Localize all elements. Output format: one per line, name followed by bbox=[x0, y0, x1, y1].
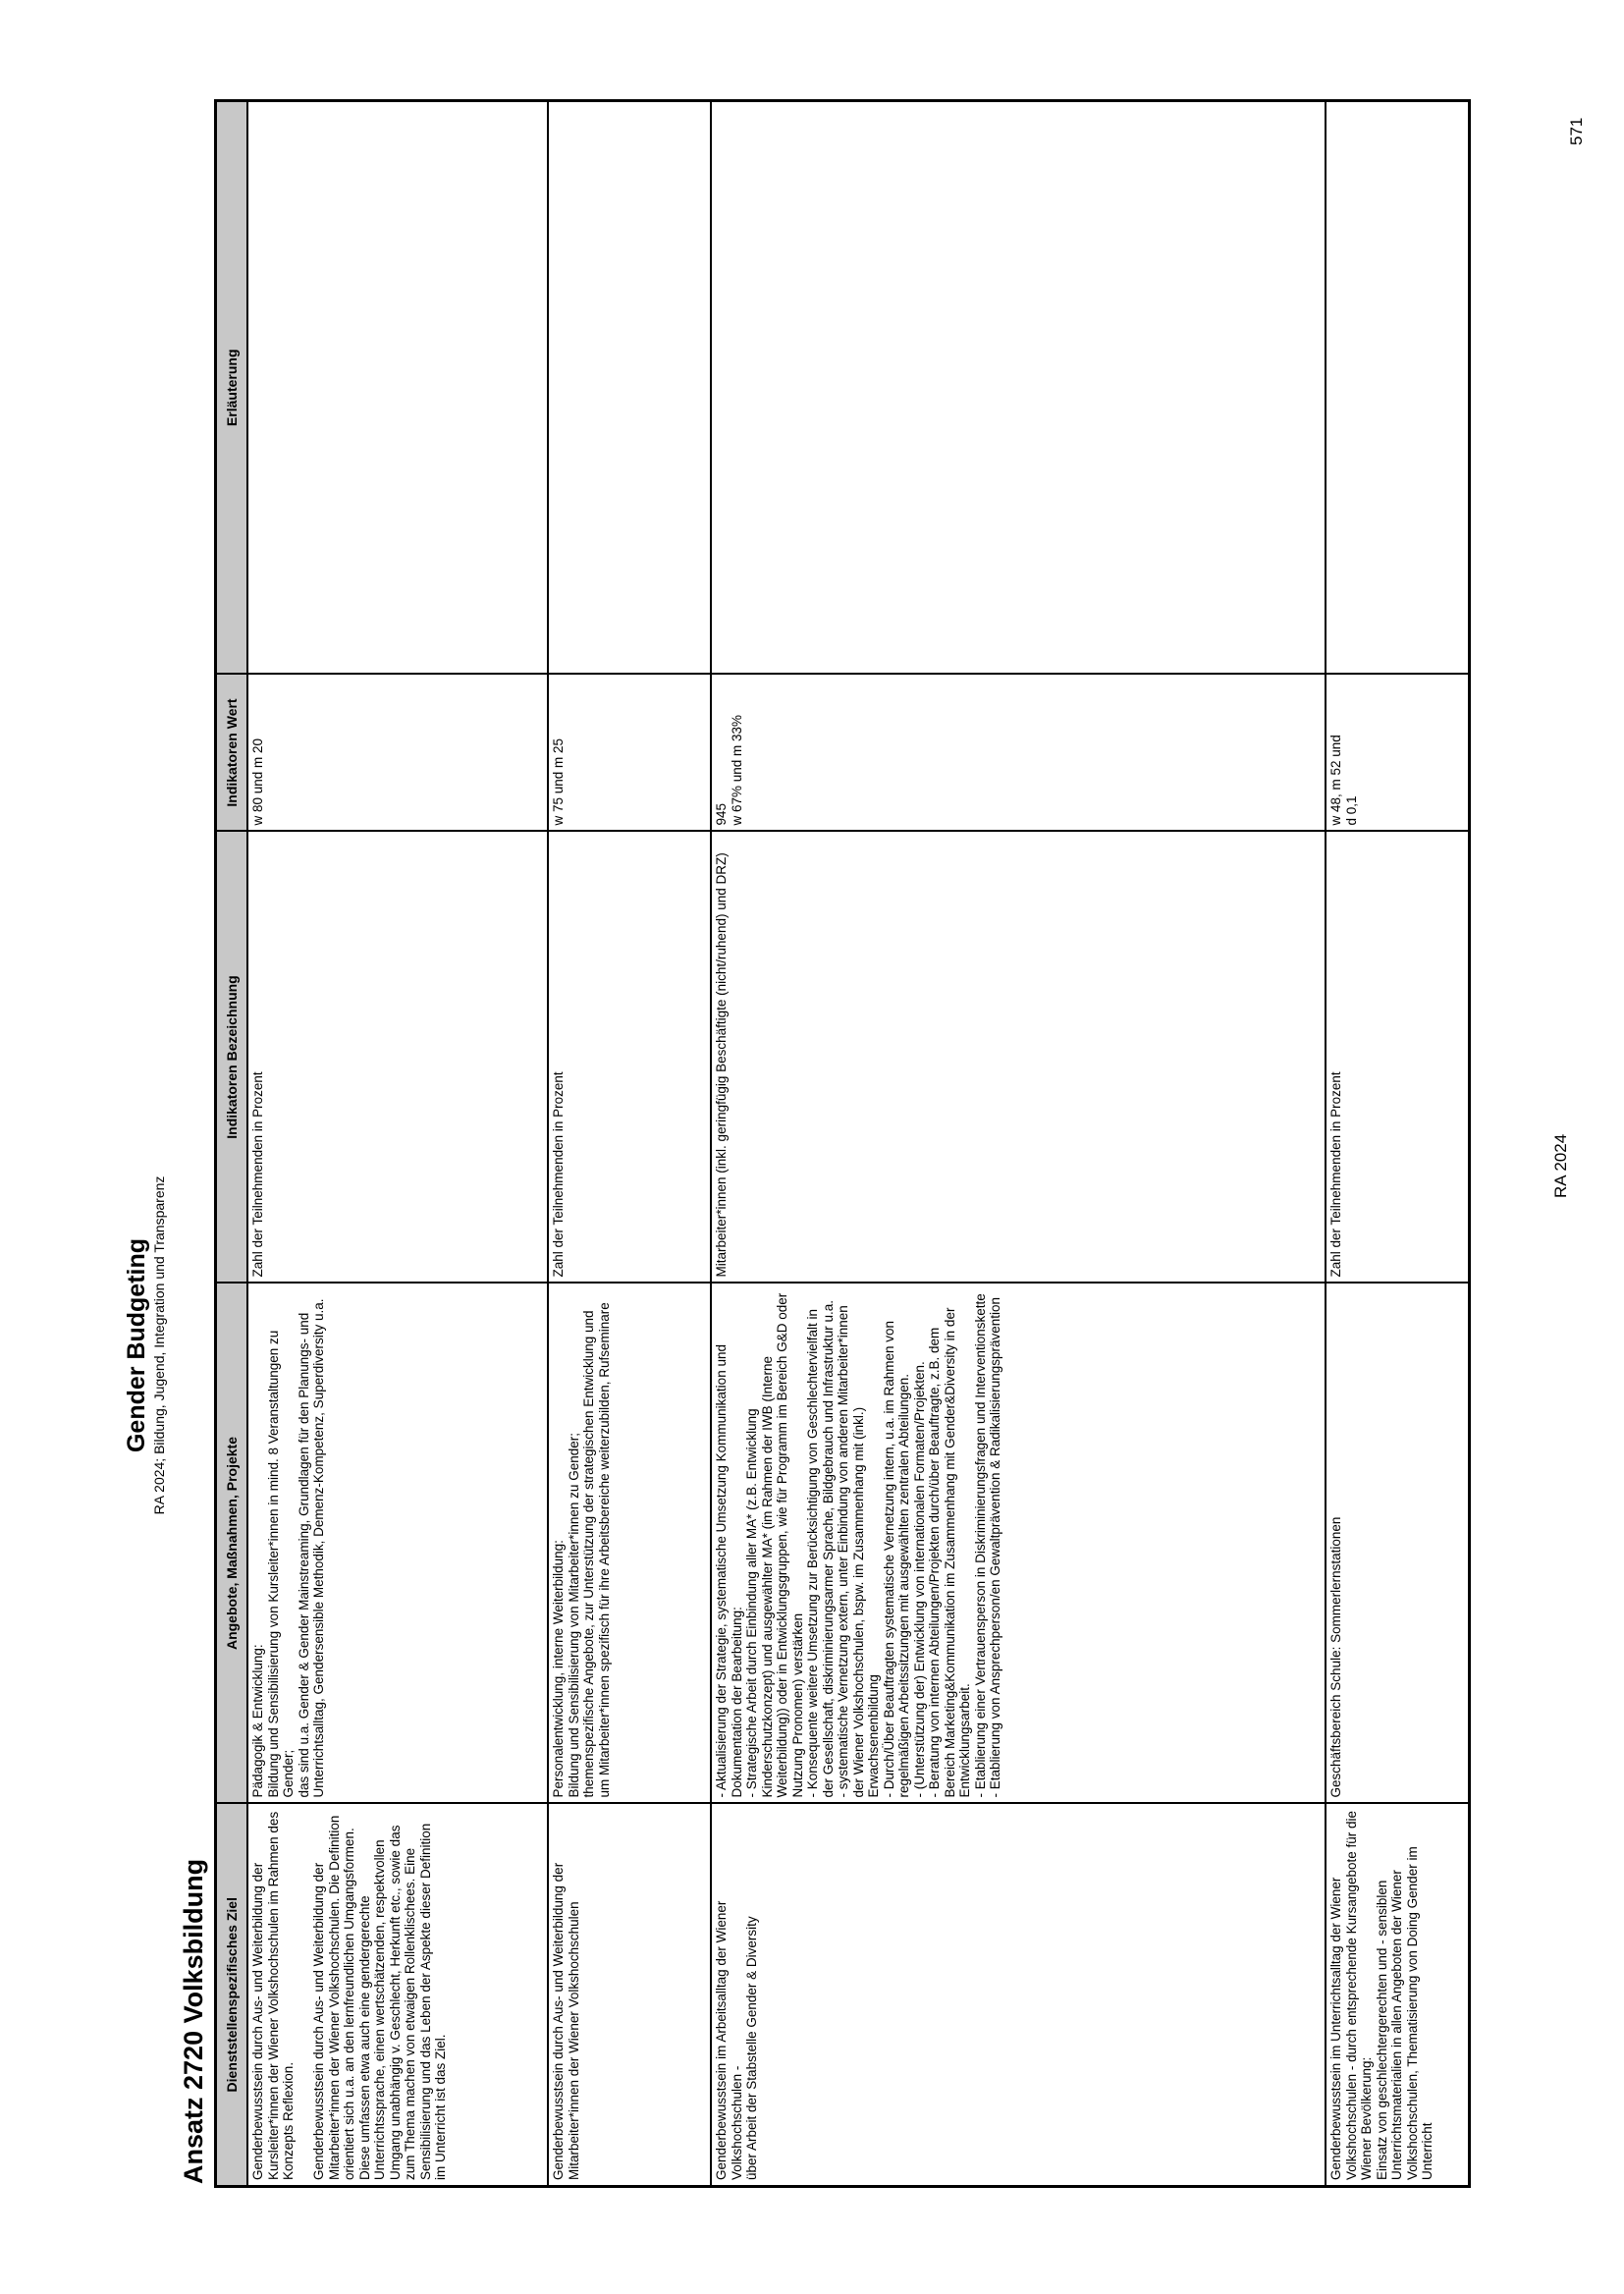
column-header-angebote: Angebote, Maßnahmen, Projekte bbox=[216, 1284, 248, 1804]
page-header bbox=[123, 1175, 174, 1515]
page-title: Gender Budgeting bbox=[123, 1237, 150, 1453]
cell-erlaeuterung bbox=[247, 101, 548, 675]
cell-angebote: Personalentwicklung, interne Weiterbildung: Bildung und Sensibilisierung von Mitarbeiter*innen zu Gender; themenspezifische Angebote, zur Unterstützung der strategischen Entwicklung und um Mitarbeiter*innen spezifisch für ihre Arbeitsbereiche weiterzubilden, Rufseminare bbox=[548, 1284, 711, 1804]
rotated-table-area bbox=[169, 102, 1508, 2188]
page-subtitle: RA 2024; Bildung, Jugend, Integration und Transparenz bbox=[151, 1175, 167, 1515]
cell-indikator-wert: w 80 und m 20 bbox=[247, 675, 548, 832]
cell-indikator-wert: 945 w 67% und m 33% bbox=[711, 675, 1326, 832]
cell-angebote: - Aktualisierung der Strategie, systematische Umsetzung Kommunikation und Dokumentation der Bearbeitung: - Strategische Arbeit durch Einbindung aller MA* (z.B. Entwicklung Kinderschutzkonzept) und ausgewählter MA* (im Rahmen der IWB (Interne Weiterbildung)) oder in Entwicklungsgruppen, wie für Programm im Bereich G&D oder Nutzung Pronomen) verstärken - Konsequente weitere Umsetzung zur Berücksichtigung von Geschlechtervielfalt in der Gesellschaft, diskriminierungsarmer Sprache, Bildgebrauch und Infrastruktur u.a. - systematische Vernetzung extern, unter Einbindung von anderen Mitarbeiter*innen der Wiener Volkshochschulen, bspw. im Zusammenhang mit (inkl.) Erwachsenenbildung - Durch/Über Beauftragten systematische Vernetzung intern, u.a. im Rahmen von regelmäßigen Arbeitssitzungen mit ausgewählten zentralen Abteilungen. - (Unterstützung der) Entwicklung von internationalen Formaten/Projekten. - Beratung von internen Abteilungen/Projekten durch/über Beauftragte, z.B. dem Bereich Marketing&Kommunikation im Zusammenhang mit Gender&Diversity in der Entwicklungsarbeit. - Etablierung einer Vertrauensperson in Diskriminierungsfragen und Interventionskette - Etablierung von Ansprechperson/en Gewaltprävention & Radikalisierungsprävention bbox=[711, 1284, 1326, 1804]
column-header-ziel: Dienststellenspezifisches Ziel bbox=[216, 1804, 248, 2187]
section-title: Ansatz 2720 Volksbildung bbox=[179, 1858, 208, 2184]
table-row bbox=[247, 101, 548, 2187]
cell-angebote: Geschäftsbereich Schule: Sommerlernstationen bbox=[1326, 1284, 1470, 1804]
cell-ziel: Genderbewusstsein durch Aus- und Weiterbildung der Kursleiter*innen der Wiener Volkshochschulen im Rahmen des Konzepts Reflexion. Genderbewusstsein durch Aus- und Weiterbildung der Mitarbeiter*innen der Wiener Volkshochschulen. Die Definition orientiert sich u.a. an den lernfreundlichen Umgangsformen. Diese umfassen etwa auch eine gendergerechte Unterrichtssprache, einen wertschätzenden, respektvollen Umgang unabhängig v. Geschlecht, Herkunft etc., sowie das zum Thema machen von etwaigen Rollenklischees. Eine Sensibilisierung und das Leben der Aspekte dieser Definition im Unterricht ist das Ziel. bbox=[247, 1804, 548, 2187]
table-header-row bbox=[216, 101, 248, 2187]
cell-erlaeuterung bbox=[711, 101, 1326, 675]
table-row bbox=[711, 101, 1326, 2187]
column-header-indikatoren-bezeichnung: Indikatoren Bezeichnung bbox=[216, 832, 248, 1284]
cell-erlaeuterung bbox=[548, 101, 711, 675]
cell-indikator-wert: w 48, m 52 und d 0,1 bbox=[1326, 675, 1470, 832]
cell-ziel: Genderbewusstsein durch Aus- und Weiterbildung der Mitarbeiter*innen der Wiener Volkshochschulen bbox=[548, 1804, 711, 2187]
cell-indikator-wert: w 75 und m 25 bbox=[548, 675, 711, 832]
cell-ziel: Genderbewusstsein im Unterrichtsalltag der Wiener Volkshochschulen - durch entsprechende Kursangebote für die Wiener Bevölkerung: Einsatz von geschlechtergerechten und - sensiblen Unterrichtsmaterialien in allen Angeboten der Wiener Volkshochschulen, Thematisierung von Doing Gender im Unterricht bbox=[1326, 1804, 1470, 2187]
table-row bbox=[1326, 101, 1470, 2187]
cell-erlaeuterung bbox=[1326, 101, 1470, 675]
cell-angebote: Pädagogik & Entwicklung: Bildung und Sensibilisierung von Kursleiter*innen in mind. 8 Veranstaltungen zu Gender; das sind u.a. Gender & Gender Mainstreaming, Grundlagen für den Planungs- und Unterrichtsalltag, Gendersensible Methodik, Demenz-Kompetenz, Superdiversity u.a. bbox=[247, 1284, 548, 1804]
column-header-erlaeuterung: Erläuterung bbox=[216, 101, 248, 675]
table-row bbox=[548, 101, 711, 2187]
gender-budgeting-table bbox=[214, 99, 1471, 2188]
cell-indikator-bezeichnung: Mitarbeiter*innen (inkl. geringfügig Beschäftigte (nicht/ruhend) und DRZ) bbox=[711, 832, 1326, 1284]
cell-indikator-bezeichnung: Zahl der Teilnehmenden in Prozent bbox=[548, 832, 711, 1284]
cell-indikator-bezeichnung: Zahl der Teilnehmenden in Prozent bbox=[1326, 832, 1470, 1284]
page-footer: RA 2024 bbox=[1551, 1133, 1570, 1198]
column-header-indikatoren-wert: Indikatoren Wert bbox=[216, 675, 248, 832]
cell-ziel: Genderbewusstsein im Arbeitsalltag der Wiener Volkshochschulen - über Arbeit der Stabstelle Gender & Diversity bbox=[711, 1804, 1326, 2187]
cell-indikator-bezeichnung: Zahl der Teilnehmenden in Prozent bbox=[247, 832, 548, 1284]
page-number: 571 bbox=[1567, 117, 1586, 145]
